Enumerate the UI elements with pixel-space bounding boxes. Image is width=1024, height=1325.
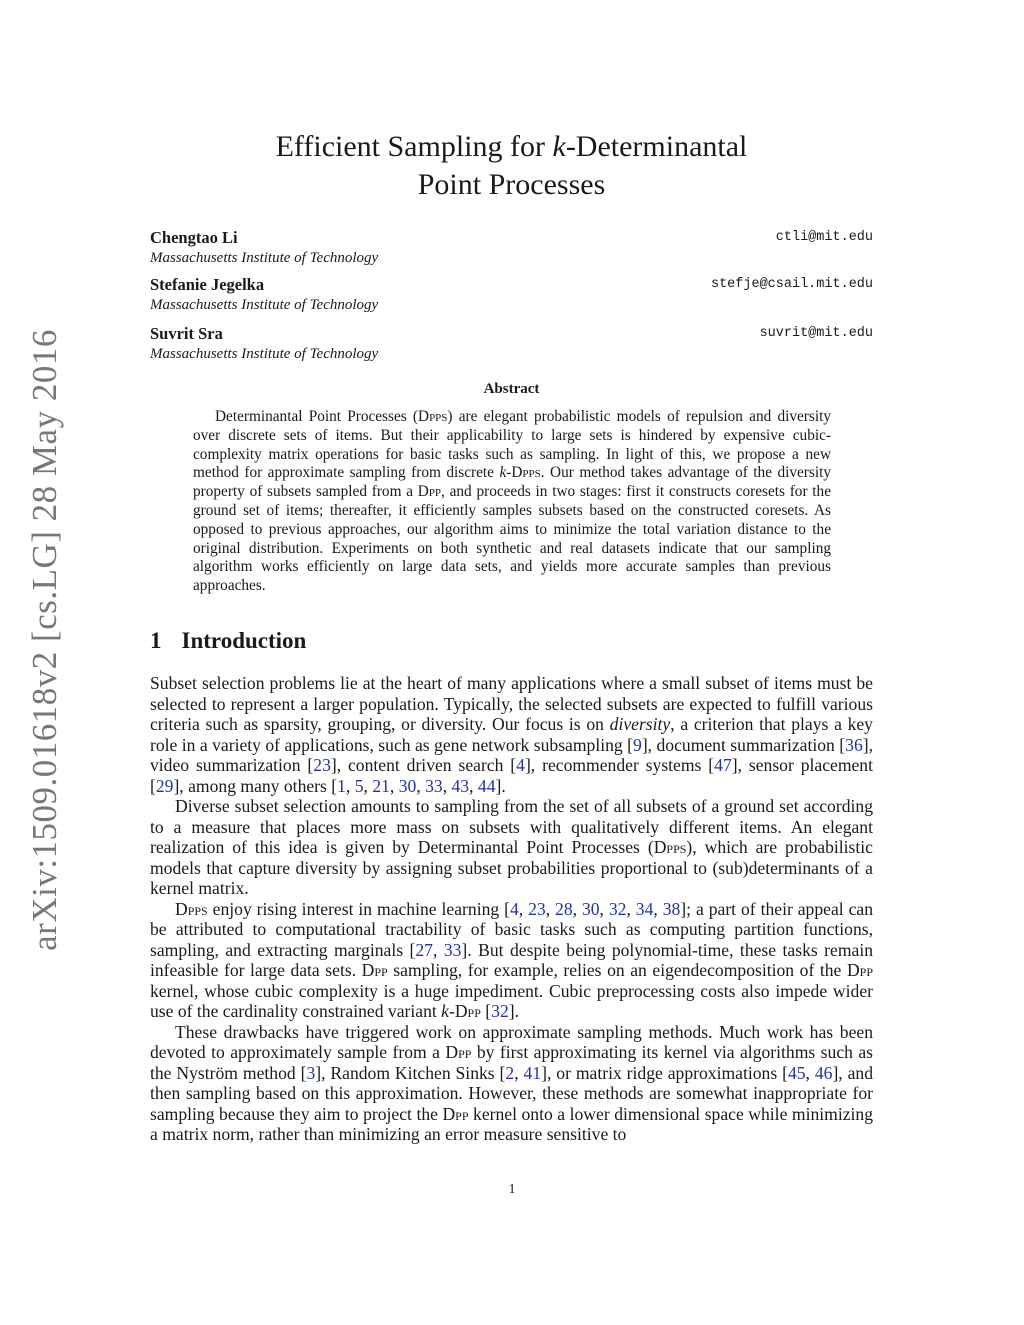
author-block — [150, 228, 873, 267]
arxiv-stamp: arXiv:1509.01618v2 [cs.LG] 28 May 2016 — [25, 329, 64, 951]
text-run: These drawbacks have triggered work on approximate sampling methods. Much work has been devoted to approximately sample from a — [150, 1021, 873, 1062]
author-block — [150, 324, 873, 363]
small-caps-text: Dpps — [418, 408, 448, 425]
citation-link[interactable]: 2 — [505, 1062, 515, 1083]
text-run: , — [599, 898, 609, 919]
author-affiliation: Massachusetts Institute of Technology — [150, 297, 379, 313]
author-affiliation: Massachusetts Institute of Technology — [150, 346, 379, 362]
text-run: Subset selection problems lie at the heart of many applications where a small subset of items must be selected to represent a larger population. Typically, the selected subsets are expected to fulfill various criteria such as sparsity, grouping, or diversity. Our focus is on — [150, 673, 873, 734]
author-name: Chengtao Li — [150, 228, 238, 247]
paragraph — [150, 796, 873, 899]
citation-link[interactable]: 32 — [491, 1001, 509, 1021]
paragraph — [150, 1022, 873, 1145]
title-line1-pre: Efficient Sampling for — [275, 130, 553, 163]
title-line1-post: -Determinantal — [565, 130, 748, 163]
text-run: , — [572, 898, 582, 919]
italic-text: k — [499, 464, 507, 482]
text-run: ) are elegant probabilistic models of repulsion and diversity over discrete sets of items. But their applicability to large sets is hindered by expensive cubic-complexity matrix operations for basic tasks such as sampling. In light of this, we propose a new method for approximate sampling from discrete — [193, 408, 831, 482]
citation-link[interactable]: 33 — [443, 939, 462, 960]
text-run: kernel onto a lower dimensional space while minimizing a matrix norm, rather than minimizing an error measure sensitive to — [150, 1103, 874, 1144]
small-caps-text: Dpp — [442, 1103, 469, 1124]
citation-link[interactable]: 29 — [155, 775, 174, 796]
small-caps-text: Dpp — [417, 483, 442, 501]
text-run: ]; a part of their appeal can be attributed to computational tractability of basic tasks such as computing partition functions, sampling, and extracting marginals [ — [150, 898, 873, 960]
text-run: , — [442, 775, 452, 796]
section-number: 1 — [150, 628, 162, 653]
text-run: [ — [480, 1001, 492, 1021]
section-heading — [150, 628, 306, 654]
text-run: Diverse subset selection amounts to sampling from the set of all subsets of a ground set according to a measure that places more mass on subsets with qualitatively different items. An elegant realization of this idea is given by Determinantal Point Processes ( — [150, 796, 873, 857]
section-title: Introduction — [181, 628, 307, 653]
author-email: stefje@csail.mit.edu — [710, 277, 873, 292]
text-run: , — [416, 775, 426, 796]
citation-link[interactable]: 44 — [477, 775, 496, 796]
text-run: , — [514, 1062, 524, 1083]
abstract-heading: Abstract — [483, 381, 540, 397]
text-run: , — [518, 898, 529, 919]
small-caps-text: Dpps — [175, 898, 208, 919]
small-caps-text: Dpp — [454, 1001, 481, 1021]
small-caps-text: Dpp — [361, 960, 388, 980]
citation-link[interactable]: 47 — [714, 755, 732, 775]
small-caps-text: Dpps — [653, 837, 687, 857]
text-run: by first approximating its kernel via algorithms such as the Nyström method [ — [150, 1042, 873, 1083]
citation-link[interactable]: 38 — [662, 898, 681, 919]
small-caps-text: Dpps — [511, 464, 541, 482]
text-run: ], among many others [ — [173, 775, 338, 796]
text-run: , — [432, 939, 444, 960]
text-run: . Our method takes advantage of the diversity property of subsets sampled from a — [193, 464, 831, 501]
abstract-text — [193, 408, 831, 596]
text-run: ], video summarization [ — [150, 734, 873, 775]
citation-link[interactable]: 5 — [354, 775, 364, 796]
italic-text: diversity — [609, 714, 671, 734]
text-run: , — [545, 898, 556, 919]
text-run: sampling, for example, relies on an eigendecomposition of the — [387, 960, 847, 980]
text-run: , — [653, 898, 663, 919]
text-run: Determinantal Point Processes ( — [215, 408, 419, 425]
citation-link[interactable]: 43 — [451, 775, 470, 796]
small-caps-text: Dpp — [846, 960, 873, 980]
citation-link[interactable]: 34 — [635, 898, 654, 919]
author-affiliation: Massachusetts Institute of Technology — [150, 250, 379, 266]
text-run: ], sensor placement [ — [150, 755, 873, 796]
title-line2: Point Processes — [417, 168, 606, 201]
paper-title — [150, 128, 873, 204]
citation-link[interactable]: 3 — [306, 1062, 316, 1083]
citation-link[interactable]: 23 — [528, 898, 546, 919]
citation-link[interactable]: 46 — [814, 1062, 833, 1083]
title-k: k — [552, 130, 566, 163]
paragraph — [150, 673, 873, 796]
text-run: , — [345, 775, 355, 796]
citation-link[interactable]: 36 — [845, 734, 863, 755]
author-name: Suvrit Sra — [150, 324, 223, 343]
citation-link[interactable]: 45 — [787, 1062, 806, 1083]
text-run: ], document summarization [ — [641, 734, 846, 755]
text-run: ], content driven search [ — [330, 755, 517, 775]
text-run: ]. But despite being polynomial-time, these tasks remain infeasible for large data sets. — [150, 939, 874, 980]
italic-text: k — [441, 1001, 449, 1021]
text-run: ]. — [495, 775, 506, 796]
citation-link[interactable]: 27 — [415, 939, 433, 960]
citation-link[interactable]: 30 — [398, 775, 417, 796]
author-email: ctli@mit.edu — [775, 230, 873, 245]
text-run: , — [363, 775, 373, 796]
text-run: , a criterion that plays a key role in a variety of applications, such as gene network subsampling [ — [150, 714, 873, 755]
citation-link[interactable]: 21 — [372, 775, 390, 796]
text-run: kernel, whose cubic complexity is a huge impediment. Cubic preprocessing costs also impede wider use of the cardinality constrained variant — [150, 980, 873, 1021]
author-name: Stefanie Jegelka — [150, 275, 265, 294]
text-run: enjoy rising interest in machine learning [ — [207, 898, 510, 919]
page-number: 1 — [508, 1182, 516, 1197]
citation-link[interactable]: 32 — [608, 898, 627, 919]
citation-link[interactable]: 9 — [633, 734, 642, 755]
author-email: suvrit@mit.edu — [759, 326, 873, 341]
citation-link[interactable]: 41 — [523, 1062, 542, 1083]
text-run: - — [506, 464, 512, 482]
text-run: , — [805, 1062, 815, 1083]
text-run: ]. — [508, 1001, 520, 1021]
citation-link[interactable]: 23 — [313, 755, 331, 775]
text-run: ), which are probabilistic models that capture diversity by assigning subset probabilities proportional to (sub)determinants of a kernel matrix. — [150, 837, 873, 898]
citation-link[interactable]: 4 — [516, 755, 525, 775]
text-run: - — [448, 1001, 455, 1021]
paragraph — [150, 899, 873, 1022]
text-run: ], Random Kitchen Sinks [ — [315, 1062, 506, 1083]
citation-link[interactable]: 28 — [555, 898, 573, 919]
text-run: , — [389, 775, 399, 796]
citation-link[interactable]: 1 — [337, 775, 346, 796]
citation-link[interactable]: 30 — [581, 898, 600, 919]
small-caps-text: Dpp — [445, 1042, 472, 1062]
intro-body — [150, 673, 873, 1145]
citation-link[interactable]: 33 — [425, 775, 443, 796]
author-block — [150, 275, 873, 314]
text-run: ], and then sampling based on this approximation. However, these methods are somewhat inappropriate for sampling because they aim to project the — [150, 1062, 874, 1124]
text-run: , — [626, 898, 636, 919]
text-run: ], recommender systems [ — [524, 755, 715, 775]
text-run: ], or matrix ridge approximations [ — [541, 1062, 788, 1083]
text-run: , — [469, 775, 478, 796]
citation-link[interactable]: 4 — [509, 898, 519, 919]
text-run: , and proceeds in two stages: first it constructs coresets for the ground set of items; thereafter, it efficiently samples subsets based on the constructed coresets. As opposed to previous approaches, our algorithm aims to minimize the total variation distance to the original distribution. Experiments on both synthetic and real datasets indicate that our sampling algorithm works efficiently on large data sets, and yields more accurate samples than previous approaches. — [193, 483, 831, 595]
